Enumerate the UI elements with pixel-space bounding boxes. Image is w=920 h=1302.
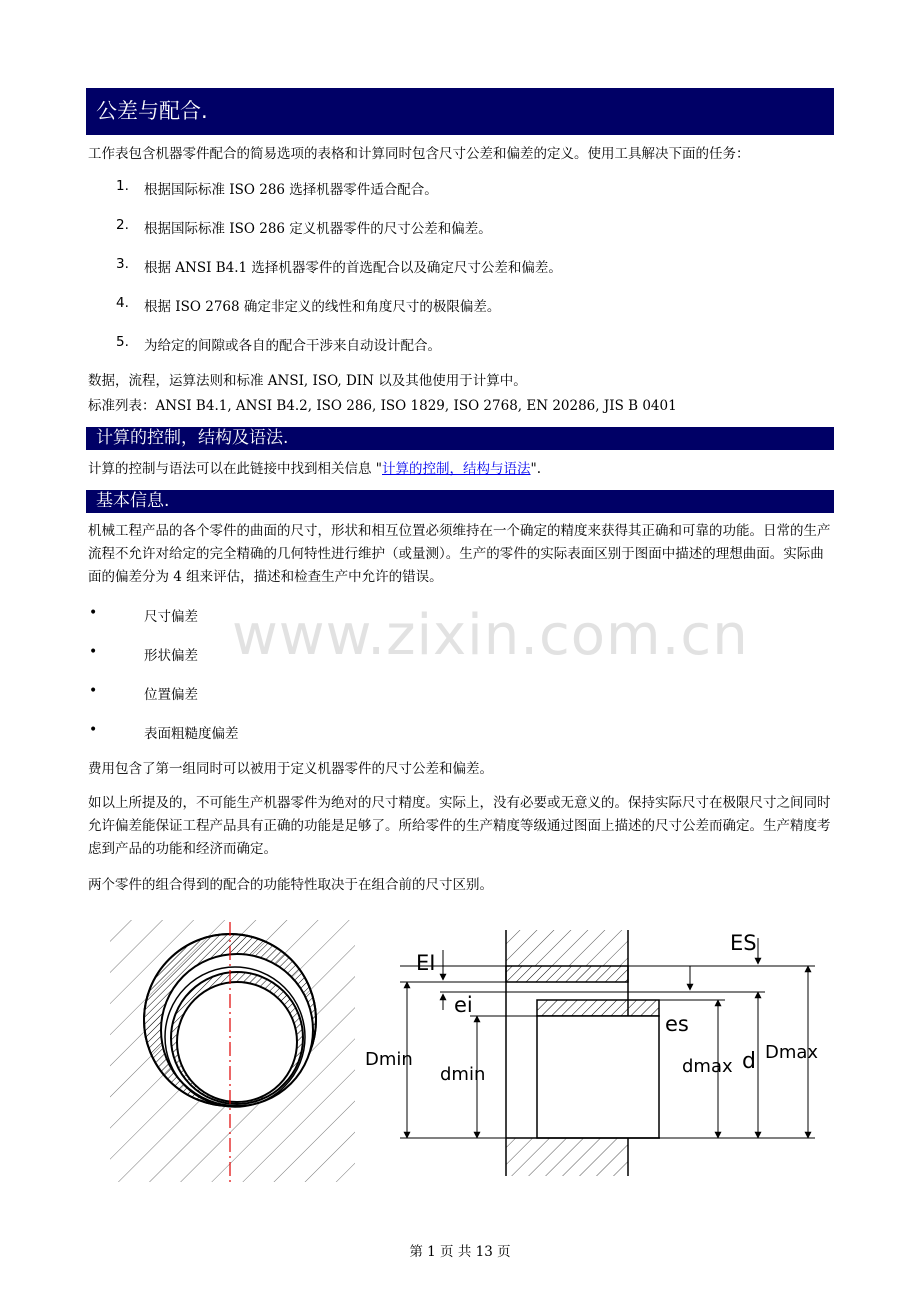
task-number: 2. xyxy=(116,217,129,233)
task-number: 1. xyxy=(116,178,129,194)
label-EI: EI xyxy=(416,951,436,975)
bullet-icon: • xyxy=(89,722,98,738)
task-item: 为给定的间隙或各自的配合干涉来自动设计配合。 xyxy=(144,338,441,354)
task-item: 根据 ANSI B4.1 选择机器零件的首选配合以及确定尺寸公差和偏差。 xyxy=(144,260,562,276)
control-syntax-link[interactable]: 计算的控制，结构与语法 xyxy=(382,461,531,477)
fit-cross-section-diagram xyxy=(100,920,360,1185)
task-item: 根据国际标准 ISO 286 定义机器零件的尺寸公差和偏差。 xyxy=(144,221,492,237)
standards-line: 标准列表：ANSI B4.1, ANSI B4.2, ISO 286, ISO 1829, ISO 2768, EN 20286, JIS B 0401 xyxy=(88,398,677,414)
section-heading-basic-info: 基本信息. xyxy=(86,490,834,513)
label-Dmin: Dmin xyxy=(365,1049,413,1070)
label-es: es xyxy=(665,1012,689,1036)
link-prefix: 计算的控制与语法可以在此链接中找到相关信息 " xyxy=(88,461,383,477)
bullet-item: 表面粗糙度偏差 xyxy=(144,726,239,742)
watermark: www.zixin.com.cn xyxy=(232,603,749,668)
deviation-diagram xyxy=(360,920,820,1185)
task-number: 4. xyxy=(116,295,129,311)
label-ei: ei xyxy=(454,993,473,1017)
section-heading-control: 计算的控制，结构及语法. xyxy=(86,427,834,450)
page-footer: 第 1 页 共 13 页 xyxy=(409,1244,511,1260)
fit-paragraph: 两个零件的组合得到的配合的功能特性取决于在组合前的尺寸区别。 xyxy=(88,877,493,893)
task-item: 根据国际标准 ISO 286 选择机器零件适合配合。 xyxy=(144,182,438,198)
bullet-icon: • xyxy=(89,605,98,621)
basic-info-paragraph: 机械工程产品的各个零件的曲面的尺寸，形状和相互位置必须维持在一个确定的精度来获得其正确和可靠的功能。日常的生产流程不允许对给定的完全精确的几何特性进行维护（或量测）。生产的零件的实际表面区别于图面中描述的理想曲面。实际曲面的偏差分为 4 组来评估，描述和检查生产中允许的错误。 xyxy=(88,523,831,585)
bullet-icon: • xyxy=(89,683,98,699)
label-Dmax: Dmax xyxy=(765,1042,819,1063)
task-number: 3. xyxy=(116,256,129,272)
label-dmax: dmax xyxy=(682,1056,733,1077)
bullet-item: 位置偏差 xyxy=(144,687,198,703)
precision-paragraph: 如以上所提及的，不可能生产机器零件为绝对的尺寸精度。实际上，没有必要或无意义的。保持实际尺寸在极限尺寸之间同时允许偏差能保证工程产品具有正确的功能是足够了。所给零件的生产精度等级通过图面上描述的尺寸公差而确定。生产精度考虑到产品的功能和经济而确定。 xyxy=(88,795,831,857)
page-title: 公差与配合. xyxy=(86,88,834,135)
bullet-item: 尺寸偏差 xyxy=(144,609,198,625)
task-item: 根据 ISO 2768 确定非定义的线性和角度尺寸的极限偏差。 xyxy=(144,299,501,315)
label-dmin: dmin xyxy=(440,1064,486,1085)
control-link-text xyxy=(88,458,541,480)
cost-paragraph: 费用包含了第一组同时可以被用于定义机器零件的尺寸公差和偏差。 xyxy=(88,761,493,777)
link-suffix: ". xyxy=(530,461,542,477)
bullet-icon: • xyxy=(89,644,98,660)
label-ES: ES xyxy=(730,931,757,955)
intro-text: 工作表包含机器零件配合的简易选项的表格和计算同时包含尺寸公差和偏差的定义。使用工具解决下面的任务： xyxy=(88,146,750,162)
data-line: 数据，流程，运算法则和标准 ANSI, ISO, DIN 以及其他使用于计算中。 xyxy=(88,373,527,389)
task-number: 5. xyxy=(116,334,129,350)
bullet-item: 形状偏差 xyxy=(144,648,198,664)
label-d: d xyxy=(742,1049,756,1074)
